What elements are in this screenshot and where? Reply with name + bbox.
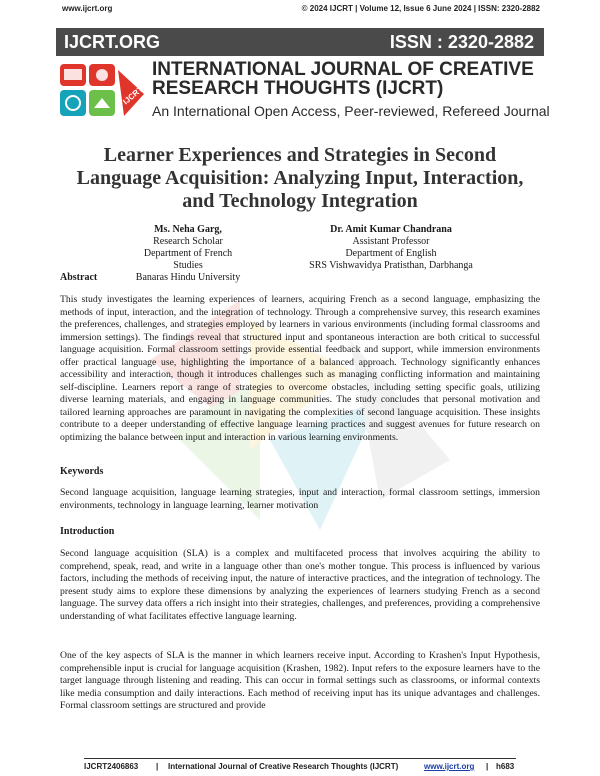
abstract-text: This study investigates the learning experiences of learners, acquiring French as a second language, emphasizing the methods of input, interaction, and the integration of technology. Through a comprehensive survey, this research examines the preferences, challenges, and strategies employed by learners in various environments (including formal classrooms and immersion settings). The findings reveal that structured input and spontaneous interaction are both critical to successful language acquisition. Formal classroom settings provide essential feedback and support, while immersion environments offer practical language use, highlighting the importance of a balanced approach. Technology significantly enhances accessibility and interaction, though it introduces challenges such as managing conflicting information and maintaining self-discipline. Learners report a range of strategies to overcome obstacles, including setting specific goals, utilizing diverse learning materials, and engaging in language communities. The study concludes that personal motivation and tailored learning approaches are paramount in navigating the complexities of second language acquisition. These insights contribute to a deeper understanding of effective language learning practices and suggest avenues for future research on optimizing the balance between input and interaction in various learning environments. [60,294,540,443]
paper-title: Learner Experiences and Strategies in Second Language Acquisition: Analyzing Input, Interaction, and Technology Integration [76,144,524,212]
intro-paragraph-2: One of the key aspects of SLA is the manner in which learners receive input. According to Krashen's Input Hypothesis, comprehensible input is crucial for language acquisition (Krashen, 1982). Input refers to the exposure learners have to the target language through listening and reading. This can occur in formal settings such as classrooms, or informal contexts like media consumption and daily interactions. Each method of receiving input has its unique advantages and challenges. Formal classroom settings are structured and provide [60,650,540,711]
author-1-role: Research Scholar [153,236,223,247]
banner-site-name: IJCRT.ORG [64,32,161,52]
author-1-inst: Banaras Hindu University [135,272,241,283]
intro-paragraph-1: Second language acquisition (SLA) is a complex and multifaceted process that involves acquiring the ability to comprehend, speak, read, and write in a language other than one's mother tongue. This process is influenced by various factors, including the methods of receiving input, the nature of interactive practices, and the integration of technology. The present study aims to explore these dimensions by analyzing the experiences of learners studying French as a second language. The survey data offers a rich insight into their strategies, challenges, and preferences, providing a comprehensive understanding of what facilitates effective language learning. [60,548,540,622]
journal-subtitle: An International Open Access, Peer-reviewed, Refereed Journal [152,103,550,119]
author-1-dept: Department of French Studies [143,248,233,271]
footer-page-number: h683 [496,762,515,771]
author-2-role: Assistant Professor [352,236,430,247]
footer-paper-id: IJCRT2406863 [84,762,139,771]
journal-title: INTERNATIONAL JOURNAL OF CREATIVE RESEARCH THOUGHTS (IJCRT) [152,59,534,99]
footer-separator-2: | [486,762,489,771]
author-2-inst: SRS Vishwavidya Pratisthan, Darbhanga [309,260,473,271]
author-1-name: Ms. Neha Garg, [154,224,222,235]
abstract-heading: Abstract [60,272,98,283]
author-2 [286,224,496,272]
introduction-heading: Introduction [60,526,115,537]
footer-url-link[interactable]: www.ijcrt.org [424,762,475,771]
header-volume-info: © 2024 IJCRT | Volume 12, Issue 6 June 2024 | ISSN: 2320-2882 [301,4,540,13]
page-footer [84,758,516,773]
author-1 [128,224,248,284]
keywords-heading: Keywords [60,466,104,477]
logo-text: IJCRT [121,84,145,107]
author-2-dept: Department of English [345,248,437,259]
running-header [0,0,600,16]
footer-journal: International Journal of Creative Research Thoughts (IJCRT) [168,762,399,771]
keywords-text: Second language acquisition, language learning strategies, input and interaction, formal classroom settings, immersion environments, technology in language learning, learner motivation [60,487,540,511]
ijcrt-logo-icon [58,60,148,122]
journal-banner [56,28,544,56]
footer-separator-1: | [156,762,159,771]
banner-issn: ISSN : 2320-2882 [389,32,534,52]
header-site: www.ijcrt.org [62,4,113,13]
author-2-name: Dr. Amit Kumar Chandrana [330,224,452,235]
